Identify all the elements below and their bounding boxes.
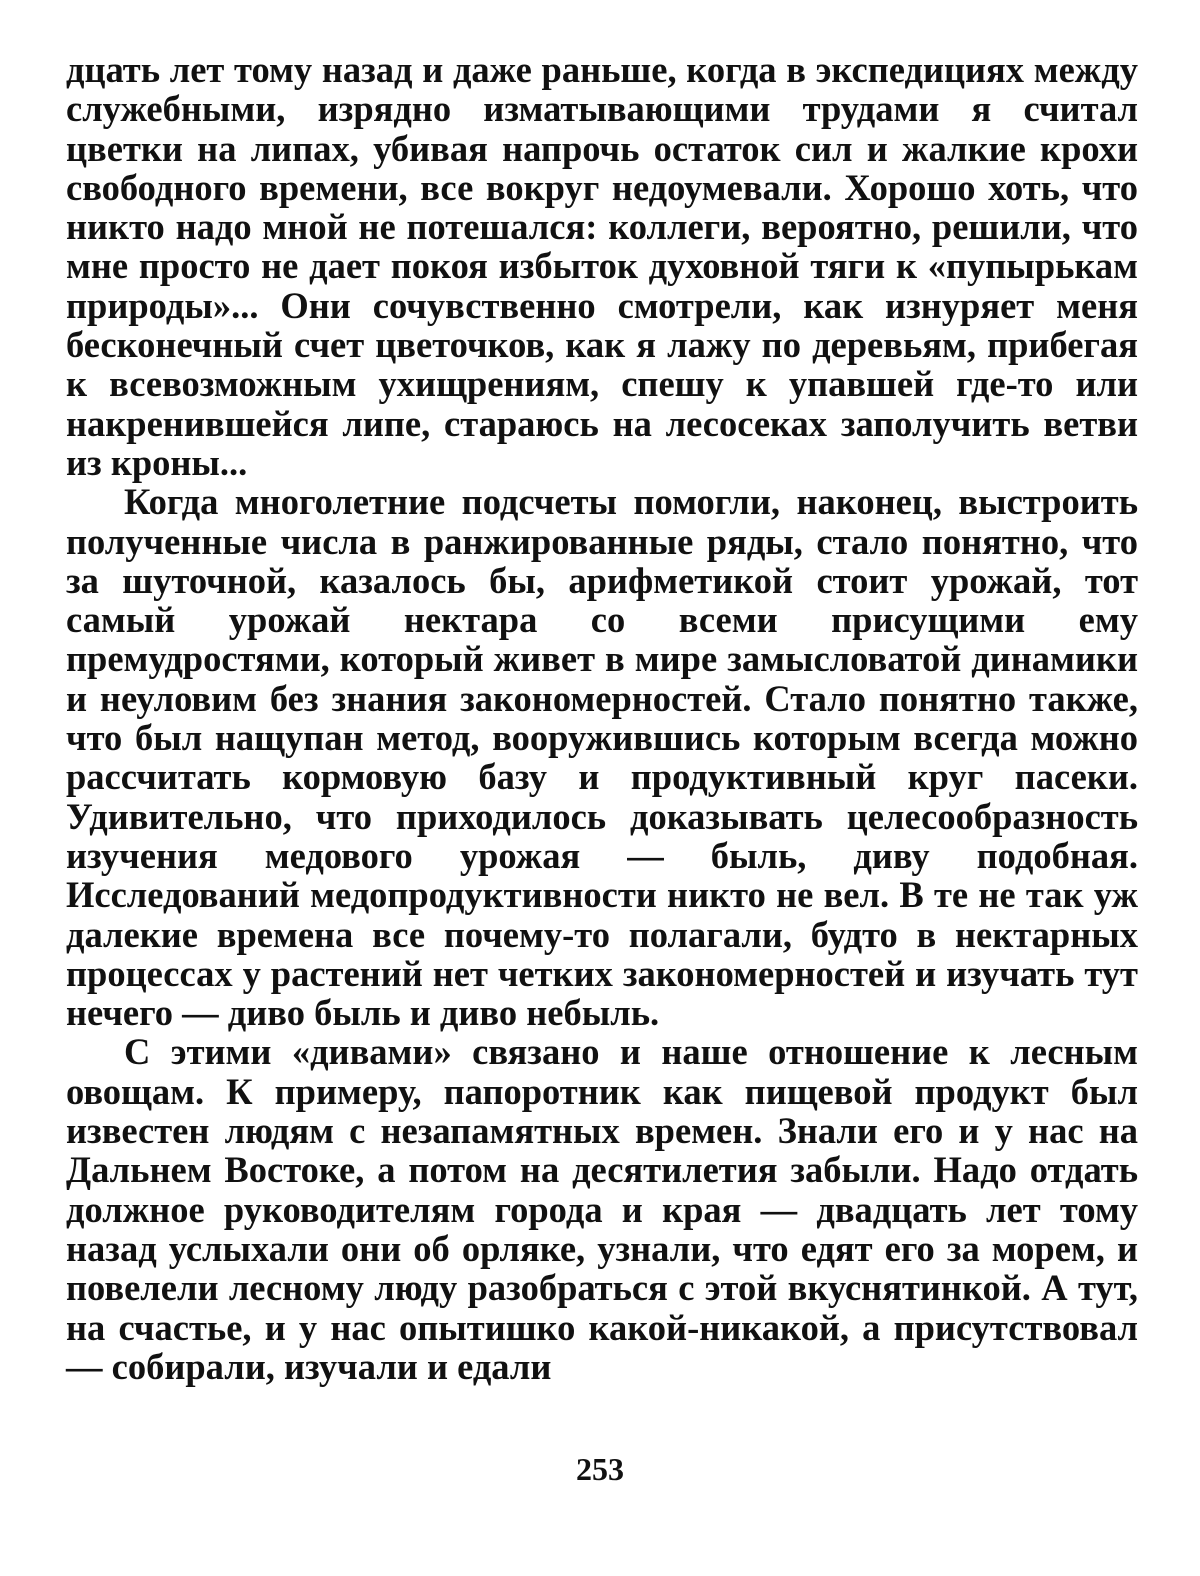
- paragraph-1: дцать лет тому назад и даже раньше, когда в экспедициях между служебными, изрядно изматывающими трудами я считал цветки на липах, убивая напрочь остаток сил и жалкие крохи свободного времени, все вокруг недоумевали. Хорошо хоть, что никто надо мной не потешался: коллеги, вероятно, решили, что мне просто не дает покоя избыток духовной тяги к «пупырькам природы»... Они сочувственно смотрели, как изнуряет меня бесконечный счет цветочков, как я лажу по деревьям, прибегая к всевозможным ухищрениям, спешу к упавшей где-то или накренившейся липе, стараюсь на лесосеках заполучить ветви из кроны...: [66, 49, 1138, 483]
- book-page: [66, 50, 1138, 1490]
- paragraph-2: Когда многолетние подсчеты помогли, наконец, выстроить полученные числа в ранжированные ряды, стало понятно, что за шуточной, казалось бы, арифметикой стоит урожай, тот самый урожай нектара со всеми присущими ему премудростями, который живет в мире замысловатой динамики и неуловим без знания закономерностей. Стало понятно также, что был нащупан метод, вооружившись которым всегда можно рассчитать кормовую базу и продуктивный круг пасеки. Удивительно, что приходилось доказывать целесообразность изучения медового урожая — быль, диву подобная. Исследований медопродуктивности никто не вел. В те не так уж далекие времена все почему-то полагали, будто в нектарных процессах у растений нет четких закономерностей и изучать тут нечего — диво быль и диво небыль.: [66, 481, 1138, 1034]
- paragraph-3: С этими «дивами» связано и наше отношение к лесным овощам. К примеру, папоротник как пищевой продукт был известен людям с незапамятных времен. Знали его и у нас на Дальнем Востоке, а потом на десятилетия забыли. Надо отдать должное руководителям города и края — двадцать лет тому назад услыхали они об орляке, узнали, что едят его за морем, и повелели лесному люду разобраться с этой вкуснятинкой. А тут, на счастье, и у нас опытишко какой-никакой, а присутствовал — собирали, изучали и едали: [66, 1031, 1138, 1387]
- page-number: 253: [576, 1451, 624, 1487]
